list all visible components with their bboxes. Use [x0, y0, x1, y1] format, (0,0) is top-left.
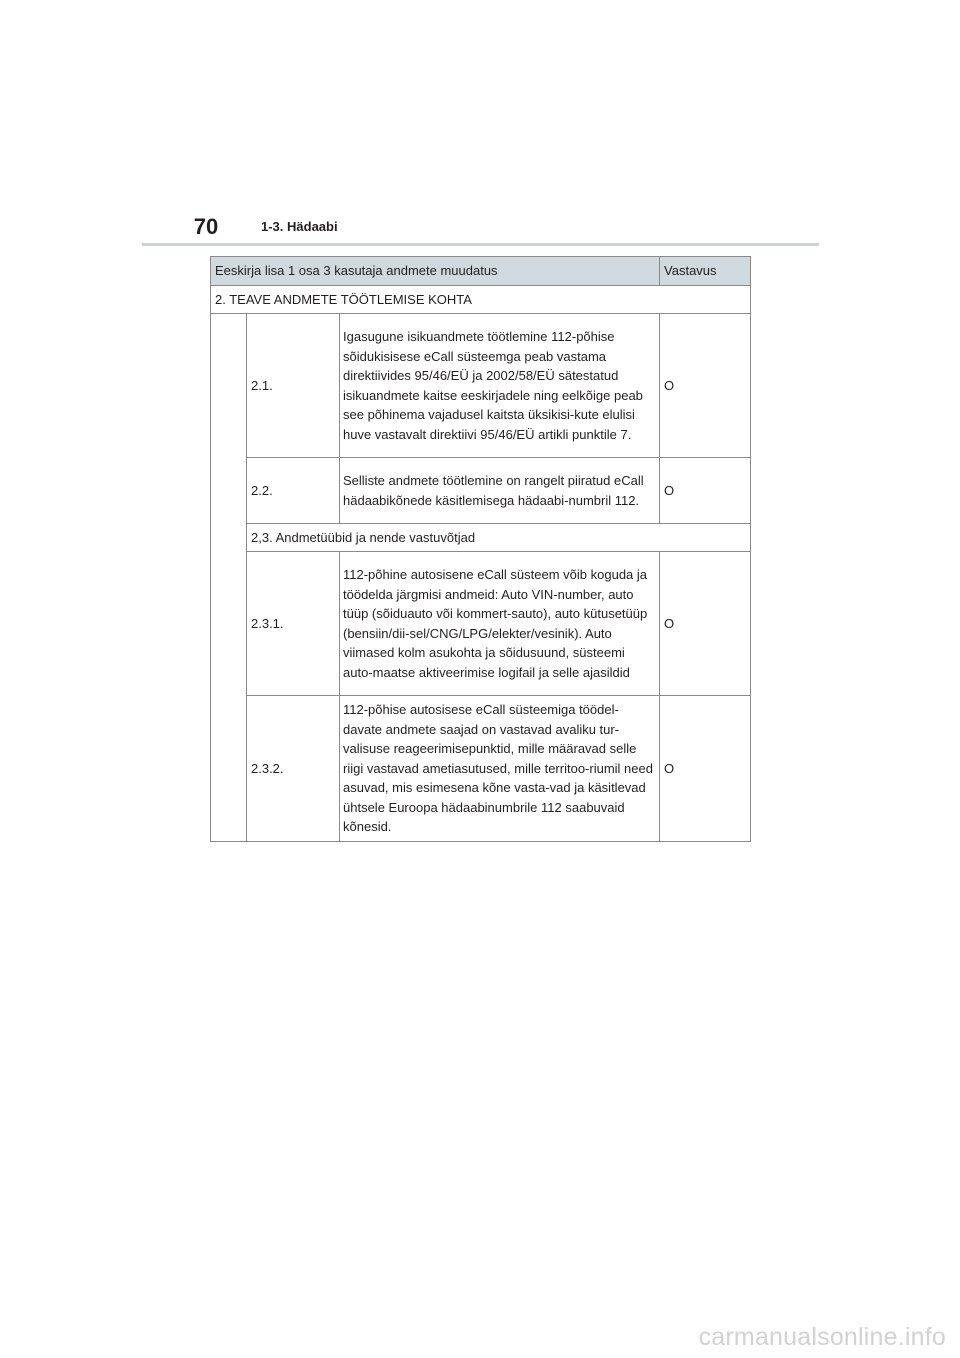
item-number: 2.2.	[247, 458, 340, 524]
compliance-mark: O	[660, 552, 751, 696]
requirements-table	[210, 256, 751, 842]
watermark: carmanualsonline.info	[698, 1323, 946, 1351]
compliance-mark: O	[660, 314, 751, 458]
table-row	[211, 552, 751, 696]
column-header-compliance: Vastavus	[660, 257, 751, 286]
table-header-row	[211, 257, 751, 286]
item-text: 112-põhise autosisese eCall süsteemiga töödel-davate andmete saajad on vastavad avaliku tur-valisuse reageerimisepunktid, mille määravad selle riigi vastavad ametiasutused, mille territoo-riumil need asuvad, mis esimesena kõne vasta-vad ja käsitlevad ühtsele Euroopa hädaabinumbrile 112 saabuvaid kõnesid.	[340, 696, 660, 842]
item-number: 2.1.	[247, 314, 340, 458]
item-number: 2.3.2.	[247, 696, 340, 842]
item-number: 2.3.1.	[247, 552, 340, 696]
section-heading-2: 2. TEAVE ANDMETE TÖÖTLEMISE KOHTA	[211, 286, 751, 314]
item-text: 112-põhine autosisene eCall süsteem võib koguda ja töödelda järgmisi andmeid: Auto VIN-number, auto tüüp (sõiduauto või kommert-sauto), auto kütusetüüp (bensiin/dii-sel/CNG/LPG/elekter/vesinik). Auto viimased kolm asukohta ja sõidusuund, süsteemi auto-maatse aktiveerimise logifail ja selle ajasildid	[340, 552, 660, 696]
section-row	[211, 286, 751, 314]
section-row	[211, 524, 751, 552]
compliance-mark: O	[660, 458, 751, 524]
item-text: Igasugune isikuandmete töötlemine 112-põhise sõidukisisese eCall süsteemga peab vastama direktiivides 95/46/EÜ ja 2002/58/EÜ sätestatud isikuandmete kaitse eeskirjadele ning eelkõige peab see põhinema vajadusel kaitsta üksikisi-kute elulisi huve vastavalt direktiivi 95/46/EÜ artikli punktile 7.	[340, 314, 660, 458]
indent-cell	[211, 314, 247, 842]
table-row	[211, 696, 751, 842]
requirements-table-container	[210, 256, 750, 842]
page-number: 70	[193, 214, 219, 239]
table-row	[211, 314, 751, 458]
item-text: Selliste andmete töötlemine on rangelt piiratud eCall hädaabikõnede käsitlemisega hädaabi-numbril 112.	[340, 458, 660, 524]
section-heading-2-3: 2,3. Andmetüübid ja nende vastuvõtjad	[247, 524, 751, 552]
section-title: 1-3. Hädaabi	[261, 219, 338, 234]
column-header-requirement: Eeskirja lisa 1 osa 3 kasutaja andmete muudatus	[211, 257, 660, 286]
header-rule	[142, 243, 819, 246]
table-row	[211, 458, 751, 524]
compliance-mark: O	[660, 696, 751, 842]
